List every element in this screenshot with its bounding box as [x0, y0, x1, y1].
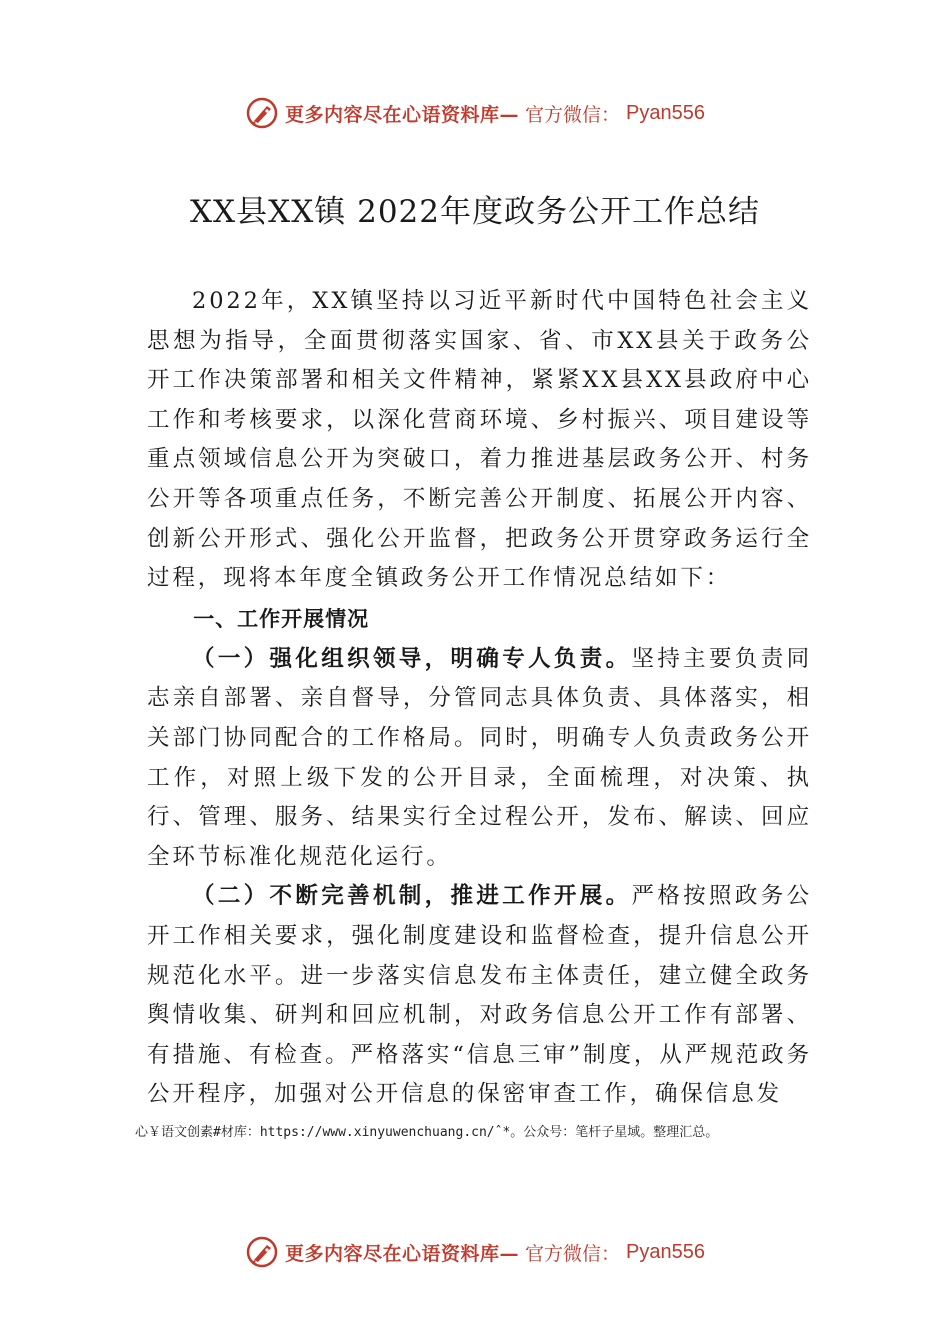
- banner-wechat-label: 官方微信：: [525, 103, 621, 126]
- item-lead-2: （二）不断完善机制，推进工作开展。: [192, 883, 632, 910]
- intro-paragraph: 2022年，XX镇坚持以习近平新时代中国特色社会主义思想为指导，全面贯彻落实国家、省、市XX县关于政务公开工作决策部署和相关文件精神，紧紧XX县XX县政府中心工作和考核要求，以深化营商环境、乡村振兴、项目建设等重点领域信息公开为突破口，着力推进基层政务公开、村务公开等各项重点任务，不断完善公开制度、拓展公开内容、 创新公开形式、强化公开监督，把政务公开贯穿政务运行全过程，现将本年度全镇政务公开工作情况总结如下：: [147, 288, 812, 592]
- item-paragraph-2: [147, 877, 812, 1115]
- pen-nib-logo-icon: [245, 96, 279, 130]
- section-heading: 一、工作开展情况: [193, 606, 370, 631]
- banner-wechat-id: Pyan556: [626, 1240, 705, 1263]
- footer-banner: [0, 1232, 950, 1272]
- item-lead-1: （一）强化组织领导，明确专人负责。: [192, 645, 632, 672]
- item-paragraph-1: [147, 640, 812, 878]
- pen-nib-logo-icon: [245, 1235, 279, 1269]
- banner-wechat-id: Pyan556: [626, 101, 705, 124]
- header-banner: [0, 93, 950, 133]
- banner-wechat-label: 官方微信：: [525, 1242, 621, 1265]
- source-footnote: 心￥语文创素#材库：https://www.xinyuwenchuang.cn/ˆ*。公众号：笔杆子星域。整理汇总。: [135, 1125, 719, 1140]
- banner-main-text: 更多内容尽在心语资料库—: [285, 1242, 520, 1265]
- document-title: XX县XX镇 2022年度政务公开工作总结: [189, 194, 761, 230]
- document-body: [147, 282, 812, 1115]
- item-body-1: 坚持主要负责同志亲自部署、亲自督导，分管同志具体负责、具体落实，相关部门协同配合的工作格局。同时，明确专人负责政务公开工作，对照上级下发的公开目录，全面梳理，对决策、执行、管理、服务、结果实行全过程公开，发布、解读、回应全环节标准化规范化运行。: [147, 645, 812, 870]
- banner-main-text: 更多内容尽在心语资料库—: [285, 103, 520, 126]
- item-body-2: 严格按照政务公开工作相关要求，强化制度建设和监督检查，提升信息公开规范化水平。进一步落实信息发布主体责任，建立健全政务舆情收集、研判和回应机制，对政务信息公开工作有部署、 有措施、有检查。严格落实“信息三审”制度，从严规范政务公开程序，加强对公开信息的保密审查工作，确保信息发: [147, 883, 812, 1108]
